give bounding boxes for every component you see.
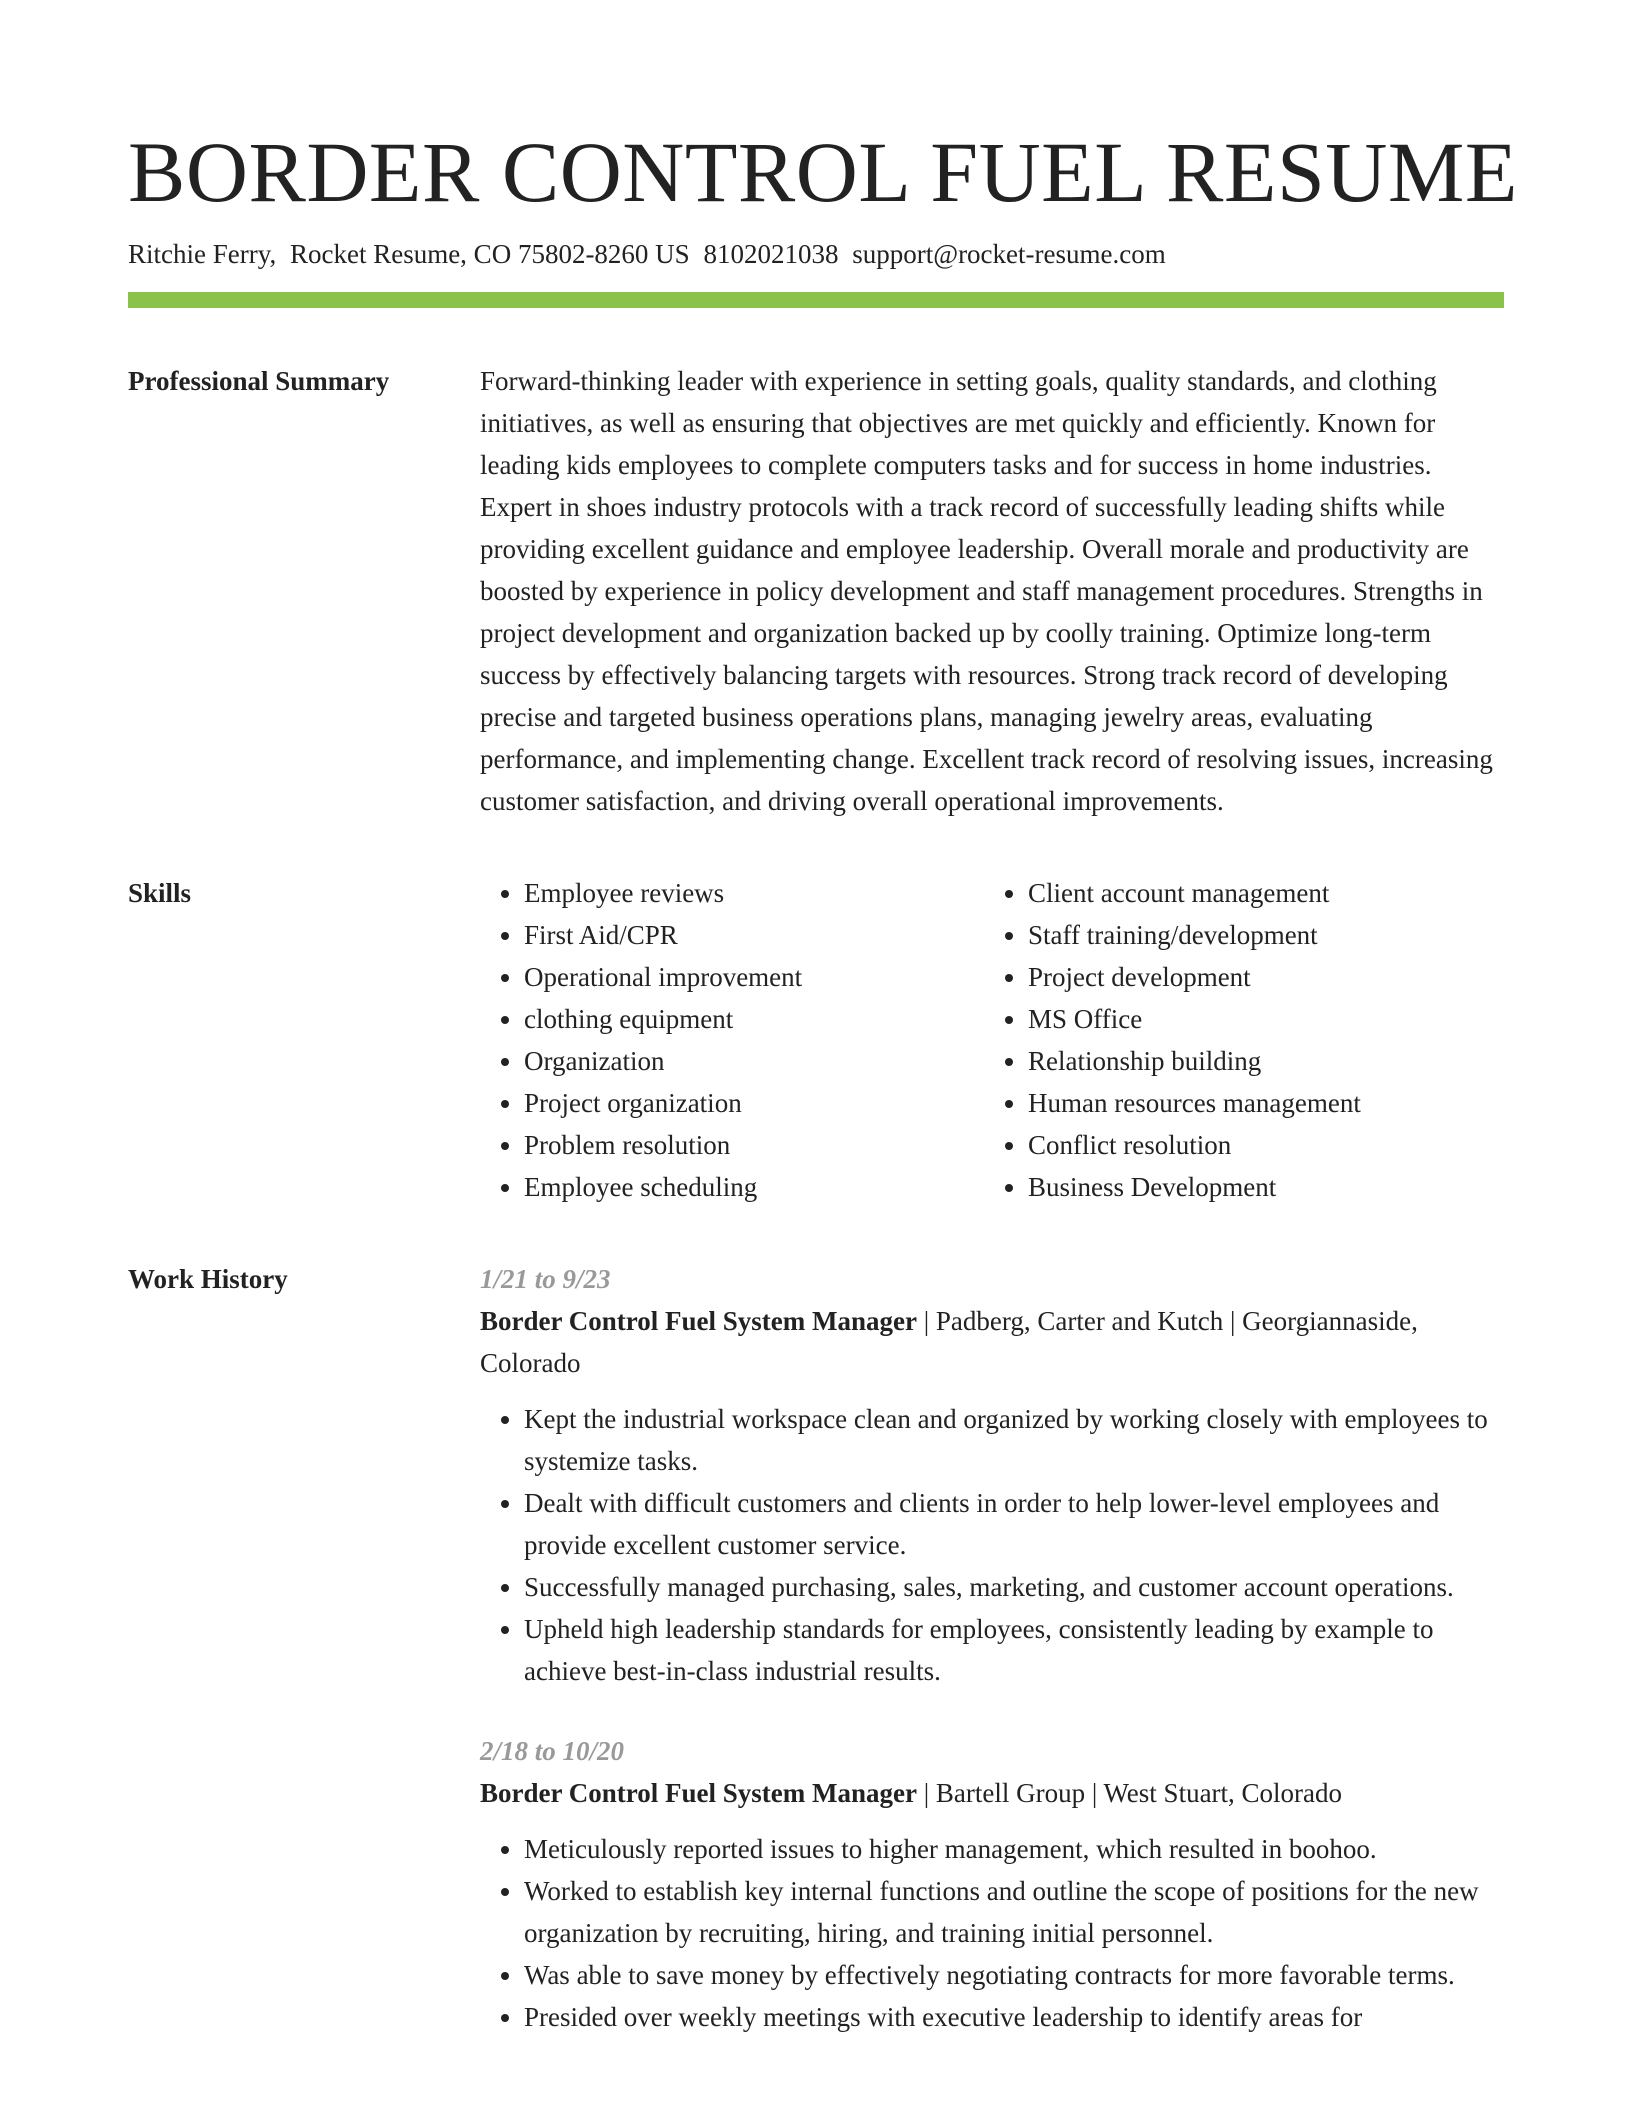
skills-section bbox=[128, 872, 1504, 1208]
skill-item: • Employee reviews bbox=[524, 872, 984, 914]
section-label: Work History bbox=[128, 1264, 288, 1294]
skill-item: • Organization bbox=[524, 1040, 984, 1082]
job-bullets bbox=[480, 1398, 1504, 1692]
skill-item: • Conflict resolution bbox=[1028, 1124, 1488, 1166]
job-bullet: • Meticulously reported issues to higher management, which resulted in boohoo. bbox=[524, 1828, 1504, 1870]
section-label: Professional Summary bbox=[128, 366, 390, 396]
job-employer-location: | Padberg, Carter and Kutch | Georgiannaside, Colorado bbox=[480, 1306, 1418, 1378]
job-bullet: • Was able to save money by effectively negotiating contracts for more favorable terms. bbox=[524, 1954, 1504, 1996]
job-entry bbox=[480, 1730, 1504, 2038]
skill-item: • Staff training/development bbox=[1028, 914, 1488, 956]
job-heading bbox=[480, 1772, 1504, 1814]
skill-item: • Employee scheduling bbox=[524, 1166, 984, 1208]
job-bullet: • Kept the industrial workspace clean and organized by working closely with employees to systemize tasks. bbox=[524, 1398, 1504, 1482]
summary-text: Forward-thinking leader with experience in setting goals, quality standards, and clothing initiatives, as well as ensuring that objectives are met quickly and efficiently. Known for leading kids employees to complete computers tasks and for success in home industries. Expert in shoes industry protocols with a track record of successfully leading shifts while providing excellent guidance and employee leadership. Overall morale and productivity are boosted by experience in policy development and staff management procedures. Strengths in project development and organization backed up by coolly training. Optimize long-term success by effectively balancing targets with resources. Strong track record of developing precise and targeted business operations plans, managing jewelry areas, evaluating performance, and implementing change. Excellent track record of resolving issues, increasing customer satisfaction, and driving overall operational improvements. bbox=[480, 366, 1493, 816]
job-dates: 2/18 to 10/20 bbox=[480, 1736, 625, 1766]
contact-email[interactable]: support@rocket-resume.com bbox=[852, 239, 1166, 269]
skill-item: • Problem resolution bbox=[524, 1124, 984, 1166]
job-bullet: • Successfully managed purchasing, sales, marketing, and customer account operations. bbox=[524, 1566, 1504, 1608]
skills-list-right bbox=[984, 872, 1488, 1208]
work-history-section bbox=[128, 1258, 1504, 2038]
skills-list-left bbox=[480, 872, 984, 1208]
job-bullet: • Presided over weekly meetings with executive leadership to identify areas for bbox=[524, 1996, 1504, 2038]
skill-item: • MS Office bbox=[1028, 998, 1488, 1040]
contact-address: Rocket Resume, CO 75802-8260 US bbox=[289, 239, 690, 269]
job-bullets bbox=[480, 1828, 1504, 2038]
skill-item: • Project development bbox=[1028, 956, 1488, 998]
skill-item: • clothing equipment bbox=[524, 998, 984, 1040]
professional-summary-section bbox=[128, 360, 1504, 822]
skill-item: • Business Development bbox=[1028, 1166, 1488, 1208]
job-title: Border Control Fuel System Manager bbox=[480, 1306, 917, 1336]
skill-item: • Human resources management bbox=[1028, 1082, 1488, 1124]
job-title: Border Control Fuel System Manager bbox=[480, 1778, 917, 1808]
skill-item: • Relationship building bbox=[1028, 1040, 1488, 1082]
contact-phone: 8102021038 bbox=[703, 239, 839, 269]
skill-item: • Operational improvement bbox=[524, 956, 984, 998]
contact-line bbox=[128, 236, 1504, 272]
job-bullet: • Worked to establish key internal functions and outline the scope of positions for the new organization by recruiting, hiring, and training initial personnel. bbox=[524, 1870, 1504, 1954]
resume-title: BORDER CONTROL FUEL RESUME bbox=[128, 124, 1518, 220]
accent-divider bbox=[128, 292, 1504, 308]
job-entry bbox=[480, 1258, 1504, 1692]
job-bullet: • Dealt with difficult customers and clients in order to help lower-level employees and provide excellent customer service. bbox=[524, 1482, 1504, 1566]
contact-name: Ritchie Ferry, bbox=[128, 239, 277, 269]
job-employer-location: | Bartell Group | West Stuart, Colorado bbox=[916, 1778, 1343, 1808]
job-bullet: • Upheld high leadership standards for employees, consistently leading by example to achieve best-in-class industrial results. bbox=[524, 1608, 1504, 1692]
skill-item: • First Aid/CPR bbox=[524, 914, 984, 956]
job-heading bbox=[480, 1300, 1504, 1384]
skill-item: • Project organization bbox=[524, 1082, 984, 1124]
job-dates: 1/21 to 9/23 bbox=[480, 1264, 611, 1294]
resume-page bbox=[128, 118, 1518, 2038]
section-label: Skills bbox=[128, 878, 192, 908]
skill-item: • Client account management bbox=[1028, 872, 1488, 914]
